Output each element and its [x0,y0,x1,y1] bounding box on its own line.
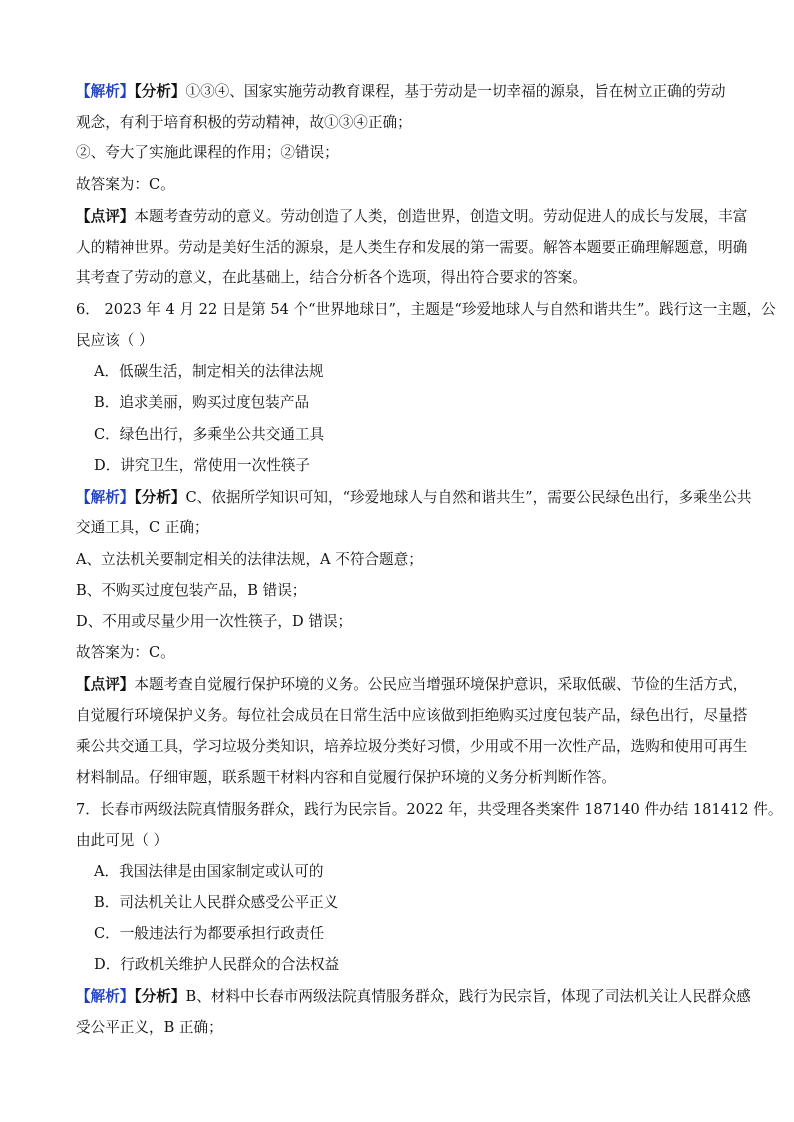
text-line [76,518,209,538]
text-line [76,207,747,227]
text-line [76,331,154,351]
text-line [76,612,352,632]
line-text: ②、夸大了实施此课程的作用；②错误； [76,144,339,161]
line-text: A．我国法律是由国家制定或认可的 [94,863,324,880]
line-text: 7．长春市两级法院真情服务群众，践行为民宗旨。2022 年，共受理各类案件 187140 件办结 181412 件。 [76,801,783,818]
text-line [76,581,306,601]
line-text: C、依据所学知识可知，“珍爱地球人与自然和谐共生”，需要公民绿色出行，多乘坐公共 [185,489,752,506]
line-text: 材料制品。仔细审题，联系题干材料内容和自觉履行保护环境的义务分析判断作答。 [76,769,616,786]
analysis-tag: 【解析】 [76,988,135,1005]
line-text: B．追求美丽，购买过度包装产品 [94,394,310,411]
line-text: 交通工具，C 正确； [76,519,209,536]
line-text: C．绿色出行，多乘坐公共交通工具 [94,426,325,443]
line-text: 由此可见（ ） [76,832,169,849]
option-line [94,425,324,445]
line-text: C．一般违法行为都要承担行政责任 [94,925,325,942]
text-line [76,82,725,102]
text-line [76,643,175,663]
line-text: D．讲究卫生，常使用一次性筷子 [94,457,311,474]
text-line [76,675,747,695]
text-line [76,768,616,788]
line-text: 受公平正义，B 正确； [76,1019,223,1036]
line-text: D．行政机关维护人民群众的合法权益 [94,956,340,973]
text-line [76,1018,223,1038]
text-line [76,268,587,288]
line-text: 本题考查劳动的意义。劳动创造了人类，创造世界，创造文明。劳动促进人的成长与发展，丰富 [134,208,748,225]
section-tag: 【分析】 [134,489,186,506]
analysis-tag: 【解析】 [76,489,135,506]
line-text: 其考查了劳动的意义，在此基础上，结合分析各个选项，得出符合要求的答案。 [76,269,587,286]
line-text: 民应该（ ） [76,332,154,349]
line-text: 6． 2023 年 4 月 22 日是第 54 个“世界地球日”，主题是“珍爱地球人与自然和谐共生”。践行这一主题，公 [76,301,776,318]
line-text: B．司法机关让人民群众感受公平正义 [94,894,339,911]
line-text: 自觉履行环境保护义务。每位社会成员在日常生活中应该做到拒绝购买过度包装产品，绿色出行，尽量搭 [76,707,748,724]
text-line [76,831,168,851]
text-line [76,987,751,1007]
line-text: 乘公共交通工具，学习垃圾分类知识，培养垃圾分类好习惯，少用或不用一次性产品，选购和使用可再生 [76,738,748,755]
option-line [94,955,339,975]
line-text: A．低碳生活，制定相关的法律法规 [94,363,324,380]
text-line [76,737,747,757]
section-tag: 【分析】 [134,83,186,100]
section-tag: 【分析】 [134,988,186,1005]
line-text: D、不用或尽量少用一次性筷子，D 错误； [76,613,353,630]
text-line [76,113,412,133]
section-tag: 【点评】 [76,208,135,225]
option-line [94,456,310,476]
line-text: 故答案为：C。 [76,644,175,661]
line-text: ①③④、国家实施劳动教育课程，基于劳动是一切幸福的源泉，旨在树立正确的劳动 [185,83,726,100]
line-text: 故答案为：C。 [76,176,175,193]
option-line [94,393,309,413]
line-text: B、材料中长春市两级法院真情服务群众，践行为民宗旨，体现了司法机关让人民群众感 [185,988,751,1005]
text-line [76,488,752,508]
analysis-tag: 【解析】 [76,83,135,100]
text-line [76,238,747,258]
line-text: 人的精神世界。劳动是美好生活的源泉，是人类生存和发展的第一需要。解答本题要正确理解题意，明确 [76,239,748,256]
text-line [76,300,776,320]
line-text: 观念，有利于培育积极的劳动精神，故①③④正确； [76,114,412,131]
option-line [94,362,323,382]
line-text: A、立法机关要制定相关的法律法规，A 不符合题意； [76,551,423,568]
text-line [76,706,747,726]
option-line [94,893,338,913]
text-line [76,175,175,195]
option-line [94,862,323,882]
line-text: 本题考查自觉履行保护环境的义务。公民应当增强环境保护意识，采取低碳、节俭的生活方式， [134,676,748,693]
line-text: B、不购买过度包装产品，B 错误； [76,582,307,599]
section-tag: 【点评】 [76,676,135,693]
option-line [94,924,324,944]
text-line [76,550,423,570]
text-line [76,143,339,163]
text-line [76,800,782,820]
